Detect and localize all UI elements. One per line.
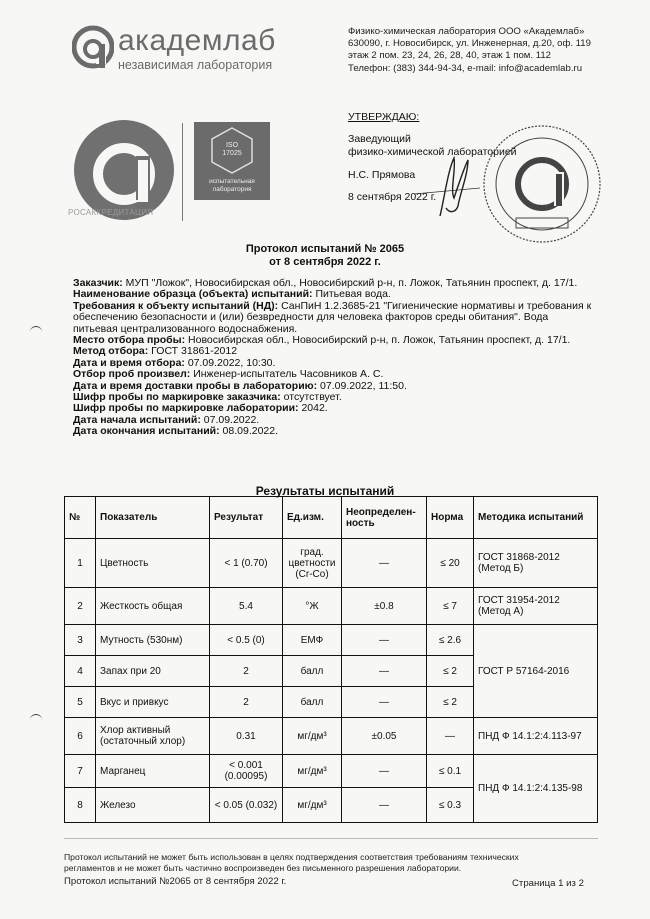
- cell-indicator: Запах при 20: [96, 656, 210, 687]
- field-value: Новосибирская обл., Новосибирский р-н, п. Ложок, Татьянин проспект, д. 17/1.: [185, 334, 571, 347]
- cell-number: 3: [65, 625, 96, 656]
- table-row: [65, 625, 598, 656]
- cell-unit: град. цветности (Cr-Co): [283, 539, 342, 588]
- cell-indicator: Вкус и привкус: [96, 687, 210, 718]
- cell-result: 0.31: [210, 718, 283, 755]
- field-label: Метод отбора:: [73, 345, 149, 358]
- lab-info-line: Телефон: (383) 344-94-34, e-mail: info@academlab.ru: [348, 62, 583, 74]
- lab-stamp-icon: [480, 122, 604, 246]
- col-result: Результат: [210, 497, 283, 539]
- approval-position: Заведующий: [348, 132, 411, 145]
- cell-number: 4: [65, 656, 96, 687]
- cell-indicator: Мутность (530нм): [96, 625, 210, 656]
- footer-disclaimer: Протокол испытаний не может быть использован в целях подтверждения соответствия требованиям технических регламентов и не может быть частично воспроизведен без письменного разрешения лаборатории.: [64, 852, 519, 873]
- punch-mark: [30, 714, 42, 721]
- cell-uncertainty: —: [342, 539, 427, 588]
- lab-info-line: Физико-химическая лаборатория ООО «Академлаб»: [348, 26, 585, 37]
- cell-method: ПНД Ф 14.1:2:4.135-98: [474, 755, 598, 823]
- table-header-row: [65, 497, 598, 539]
- academlab-circle-logo-icon: [70, 118, 178, 222]
- col-number: №: [65, 497, 96, 539]
- brand-name: академлаб: [118, 24, 276, 57]
- cell-indicator: Марганец: [96, 755, 210, 788]
- cell-norm: ≤ 0.1: [427, 755, 474, 788]
- field-label: Шифр пробы по маркировке лаборатории:: [73, 402, 299, 415]
- cell-method: ГОСТ Р 57164-2016: [474, 625, 598, 718]
- cell-norm: ≤ 2.6: [427, 625, 474, 656]
- cell-number: 8: [65, 788, 96, 823]
- signature-icon: [410, 150, 490, 220]
- cell-unit: балл: [283, 656, 342, 687]
- table-row: [65, 588, 598, 625]
- accreditation-badge: [194, 122, 270, 200]
- cell-method: ГОСТ 31868-2012 (Метод Б): [474, 539, 598, 588]
- cell-uncertainty: ±0.8: [342, 588, 427, 625]
- col-norm: Норма: [427, 497, 474, 539]
- field-label: Дата окончания испытаний:: [73, 425, 220, 438]
- field-value: МУП "Ложок", Новосибирская обл., Новосибирский р-н, п. Ложок, Татьянин проспект, д. 17/1.: [122, 277, 578, 289]
- table-row: [65, 539, 598, 588]
- cell-result: < 0.5 (0): [210, 625, 283, 656]
- field-label: Наименование образца (объекта) испытаний:: [73, 288, 313, 301]
- page-number: Страница 1 из 2: [512, 878, 584, 889]
- cell-result: 2: [210, 687, 283, 718]
- cell-result: 5.4: [210, 588, 283, 625]
- cell-number: 7: [65, 755, 96, 788]
- footer-protocol-ref: Протокол испытаний №2065 от 8 сентября 2022 г.: [64, 876, 287, 887]
- cell-uncertainty: —: [342, 656, 427, 687]
- field-value: 2042.: [298, 402, 328, 415]
- cell-result: < 1 (0.70): [210, 539, 283, 588]
- field-value: 08.09.2022.: [219, 425, 279, 438]
- cell-norm: ≤ 7: [427, 588, 474, 625]
- cell-indicator: Хлор активный (остаточный хлор): [96, 718, 210, 755]
- footer-divider: [64, 838, 598, 839]
- col-uncertainty: Неопределен-ность: [342, 497, 427, 539]
- cell-indicator: Цветность: [96, 539, 210, 588]
- cell-norm: ≤ 2: [427, 687, 474, 718]
- field-label: Дата начала испытаний:: [73, 413, 201, 426]
- cell-method: ГОСТ 31954-2012 (Метод А): [474, 588, 598, 625]
- field-value: отсутствует.: [280, 391, 342, 404]
- field-label: Дата и время отбора:: [73, 356, 185, 369]
- field-value: Инженер-испытатель Часовников А. С.: [190, 368, 384, 381]
- cell-norm: ≤ 2: [427, 656, 474, 687]
- lab-info-line: 630090, г. Новосибирск, ул. Инженерная, д.20, оф. 119: [348, 38, 591, 50]
- cell-unit: ЕМФ: [283, 625, 342, 656]
- col-method: Методика испытаний: [474, 497, 598, 539]
- protocol-heading: [0, 243, 650, 269]
- col-unit: Ед.изм.: [283, 497, 342, 539]
- field-value: ГОСТ 31861-2012: [148, 345, 238, 358]
- lab-contact-info: [348, 26, 618, 75]
- cell-number: 1: [65, 539, 96, 588]
- sample-details: [73, 278, 593, 438]
- cell-indicator: Жесткость общая: [96, 588, 210, 625]
- cell-unit: мг/дм³: [283, 718, 342, 755]
- lab-info-line: этаж 2 пом. 23, 24, 26, 28, 40, этаж 1 пом. 112: [348, 50, 551, 62]
- cell-unit: °Ж: [283, 588, 342, 625]
- table-row: [65, 755, 598, 788]
- results-table: [64, 496, 598, 823]
- field-label: Место отбора пробы:: [73, 334, 186, 347]
- field-value: 07.09.2022, 11:50.: [317, 379, 407, 392]
- cell-indicator: Железо: [96, 788, 210, 823]
- field-label: Шифр пробы по маркировке заказчика:: [73, 391, 281, 404]
- cell-number: 6: [65, 718, 96, 755]
- cell-uncertainty: —: [342, 625, 427, 656]
- divider: [182, 123, 183, 221]
- field-value: Питьевая вода.: [312, 288, 391, 301]
- brand-subtitle: независимая лаборатория: [118, 58, 273, 72]
- protocol-date: от 8 сентября 2022 г.: [269, 256, 381, 268]
- cell-uncertainty: ±0.05: [342, 718, 427, 755]
- iso-number: 17025: [222, 150, 242, 157]
- field-test-end: [73, 426, 593, 437]
- cell-uncertainty: —: [342, 755, 427, 788]
- field-value: СанПиН 1.2.3685-21 "Гигиенические нормативы и требования к обеспечению безопасности и (или) безвредности для человека факторов среды обитания". Вода питьевая централизованного водоснабжения.: [73, 299, 592, 335]
- cell-result: < 0.001 (0.00095): [210, 755, 283, 788]
- cell-uncertainty: —: [342, 788, 427, 823]
- cell-norm: ≤ 20: [427, 539, 474, 588]
- results-title: Результаты испытаний: [255, 484, 395, 498]
- cell-result: < 0.05 (0.032): [210, 788, 283, 823]
- cell-result: 2: [210, 656, 283, 687]
- accreditation-text: испытательная: [209, 178, 255, 185]
- approval-title: УТВЕРЖДАЮ:: [348, 111, 420, 123]
- field-value: 07.09.2022, 10:30.: [184, 356, 276, 369]
- approval-name: Н.С. Прямова: [348, 168, 416, 181]
- cell-unit: балл: [283, 687, 342, 718]
- cell-unit: мг/дм³: [283, 788, 342, 823]
- approval-date: 8 сентября 2022 г.: [348, 191, 437, 204]
- accreditation-text: лаборатория: [212, 185, 252, 193]
- table-row: [65, 718, 598, 755]
- cell-norm: ≤ 0.3: [427, 788, 474, 823]
- cell-norm: —: [427, 718, 474, 755]
- cell-number: 5: [65, 687, 96, 718]
- field-value: 07.09.2022.: [200, 413, 260, 426]
- cell-unit: мг/дм³: [283, 755, 342, 788]
- field-label: Требования к объекту испытаний (НД):: [73, 299, 279, 312]
- field-label: Дата и время доставки пробы в лабораторию:: [73, 379, 318, 392]
- accreditation-caption: РОСАККРЕДИТАЦИЯ: [68, 208, 154, 217]
- field-requirements: [73, 301, 593, 335]
- iso-label: ISO: [225, 142, 239, 149]
- field-label: Отбор проб произвел:: [73, 368, 191, 381]
- approval-position: физико-химической лабораторией: [348, 146, 517, 159]
- punch-mark: [30, 326, 42, 333]
- cell-uncertainty: —: [342, 687, 427, 718]
- cell-method: ПНД Ф 14.1:2:4.113-97: [474, 718, 598, 755]
- academlab-logo-icon: [72, 24, 114, 70]
- cell-number: 2: [65, 588, 96, 625]
- field-label: Заказчик:: [73, 277, 123, 289]
- protocol-title: Протокол испытаний № 2065: [245, 243, 405, 255]
- col-indicator: Показатель: [96, 497, 210, 539]
